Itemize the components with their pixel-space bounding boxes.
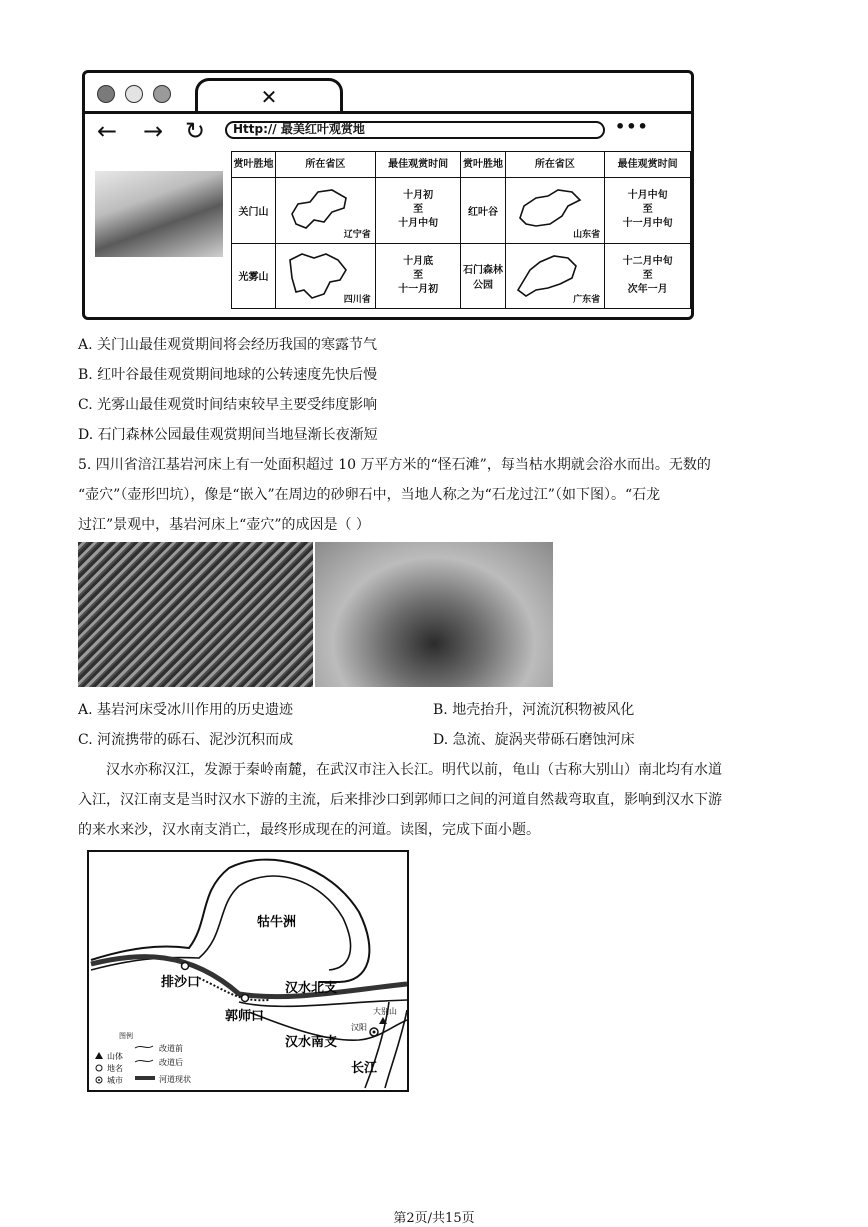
legend-item: 改道后 <box>159 1058 183 1067</box>
table-row <box>232 178 691 243</box>
q5-option-a: A. 基岩河床受冰川作用的历史遗迹 <box>78 702 294 718</box>
province-label: 广东省 <box>573 295 601 305</box>
label-guoshikou: 郭师口 <box>225 1009 265 1024</box>
page-footer: 第2页/共15页 <box>393 1211 475 1226</box>
window-controls <box>97 85 171 103</box>
browser-figure <box>82 70 694 320</box>
q4-option-a: A. 关门山最佳观赏期间将会经历我国的寒露节气 <box>78 337 378 353</box>
back-arrow-icon: ← <box>97 117 118 145</box>
forward-arrow-icon: → <box>143 117 164 145</box>
legend-item: 山体 <box>107 1052 123 1061</box>
q5-option-b: B. 地壳抬升，河流沉积物被风化 <box>433 702 635 718</box>
pothole-photo-right <box>315 542 553 687</box>
refresh-icon: ↻ <box>185 117 206 145</box>
q5-stem-line: “壶穴”（壶形凹坑），像是“嵌入”在周边的砂卵石中，当地人称之为“石龙过江”（如下图）。“石龙 <box>78 487 661 503</box>
red-leaf-table <box>231 151 691 309</box>
close-dot-icon <box>97 85 115 103</box>
header-cell: 所在省区 <box>505 152 605 178</box>
label-north-branch: 汉水北支 <box>285 981 338 996</box>
legend-item: 地名 <box>107 1064 123 1073</box>
q5-option-d: D. 急流、旋涡夹带砾石磨蚀河床 <box>433 732 635 748</box>
maximize-dot-icon <box>153 85 171 103</box>
minimize-dot-icon <box>125 85 143 103</box>
label-hanyang: 汉阳 <box>351 1023 367 1032</box>
q5-stem-line: 5. 四川省涪江基岩河床上有一处面积超过 10 万平方米的“怪石滩”，每当枯水期就会浴水而出。无数的 <box>78 457 711 473</box>
browser-tab <box>195 78 343 114</box>
province-label: 四川省 <box>343 295 371 305</box>
province-map <box>276 178 376 243</box>
best-time: 十月中旬 至 十一月中旬 <box>605 178 691 243</box>
legend-title: 图例 <box>119 1032 133 1040</box>
header-cell: 最佳观赏时间 <box>375 152 461 178</box>
tab-divider <box>85 111 691 114</box>
riverbed-photo-left <box>78 542 313 687</box>
province-label: 辽宁省 <box>343 229 371 240</box>
q4-option-b: B. 红叶谷最佳观赏期间地球的公转速度先快后慢 <box>78 367 378 383</box>
passage-line: 汉水亦称汉江，发源于秦岭南麓，在武汉市注入长江。明代以前，龟山（古称大别山）南北均有水道 <box>106 762 722 778</box>
best-time: 十二月中旬 至 次年一月 <box>605 243 691 308</box>
header-cell: 赏叶胜地 <box>232 152 276 178</box>
header-cell: 赏叶胜地 <box>461 152 505 178</box>
table-row <box>232 243 691 308</box>
legend-item: 城市 <box>107 1076 123 1085</box>
url-bar: Http:// 最美红叶观赏地 <box>225 121 605 139</box>
passage-line: 入江，汉江南支是当时汉水下游的主流，后来排沙口到郭师口之间的河道自然裁弯取直，影响到汉水下游 <box>78 792 722 808</box>
label-dabieshan: 大别山 <box>373 1007 397 1016</box>
label-guniuzhou: 牯牛洲 <box>257 915 297 930</box>
q5-stem-line: 过江”景观中，基岩河床上“壶穴”的成因是（ ） <box>78 517 370 533</box>
red-leaf-photo <box>95 171 223 257</box>
label-yangtze: 长江 <box>351 1061 378 1076</box>
province-label: 山东省 <box>573 229 601 240</box>
close-icon: ✕ <box>260 85 278 109</box>
spot-name: 关门山 <box>232 178 276 243</box>
legend-item: 河道现状 <box>159 1075 191 1084</box>
spot-name: 红叶谷 <box>461 178 505 243</box>
header-cell: 所在省区 <box>276 152 376 178</box>
province-map <box>505 178 605 243</box>
q5-option-c: C. 河流携带的砾石、泥沙沉积而成 <box>78 732 294 748</box>
q4-option-c: C. 光雾山最佳观赏时间结束较早主要受纬度影响 <box>78 397 378 413</box>
province-map <box>505 243 605 308</box>
label-south-branch: 汉水南支 <box>285 1035 338 1050</box>
best-time: 十月底 至 十一月初 <box>375 243 461 308</box>
river-map-drawing <box>89 852 407 1090</box>
q4-option-d: D. 石门森林公园最佳观赏期间当地昼渐长夜渐短 <box>78 427 378 443</box>
best-time: 十月初 至 十月中旬 <box>375 178 461 243</box>
more-icon: ••• <box>615 117 649 136</box>
header-cell: 最佳观赏时间 <box>605 152 691 178</box>
province-map <box>276 243 376 308</box>
han-river-map <box>87 850 409 1092</box>
table-header-row <box>232 152 691 178</box>
label-paishakou: 排沙口 <box>161 975 201 990</box>
passage-line: 的来水来沙，汉水南支消亡，最终形成现在的河道。读图，完成下面小题。 <box>78 822 540 838</box>
spot-name: 石门森林公园 <box>461 243 505 308</box>
spot-name: 光雾山 <box>232 243 276 308</box>
legend-item: 改道前 <box>159 1044 183 1053</box>
